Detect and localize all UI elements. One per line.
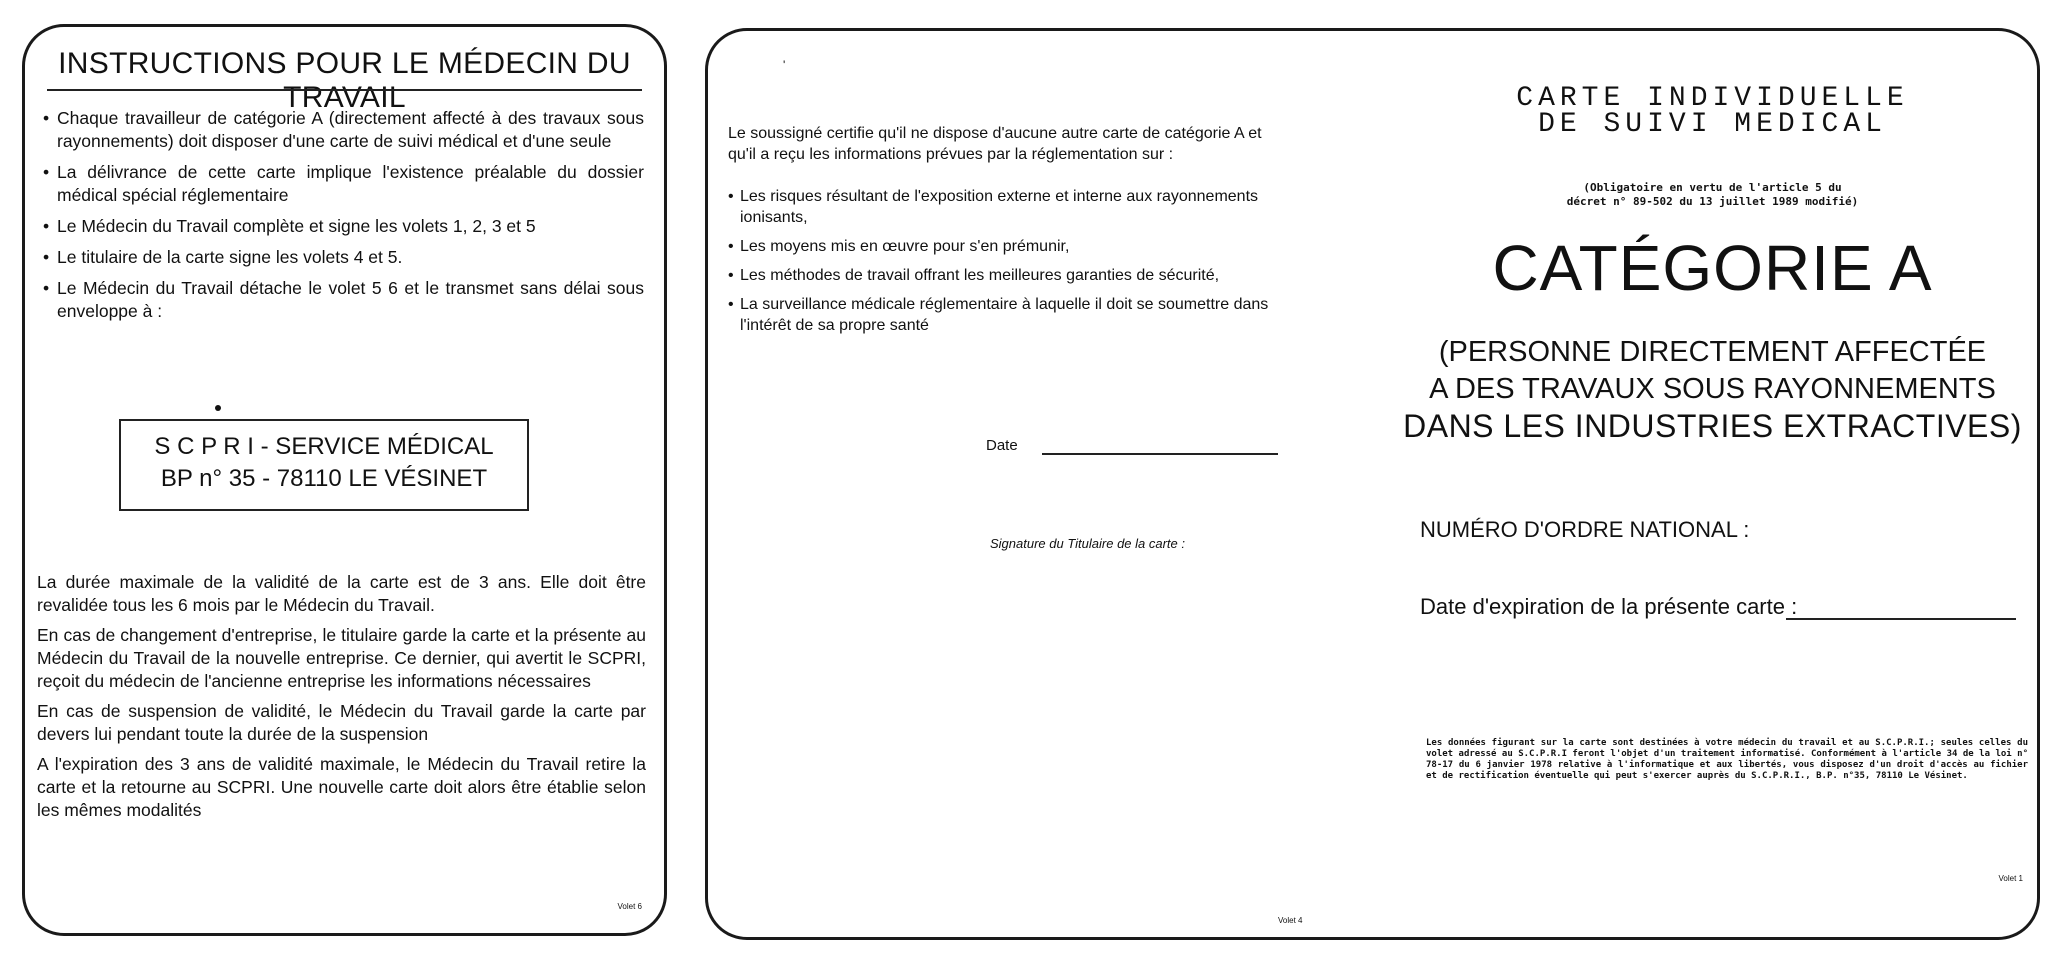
instruction-item: • Le Médecin du Travail détache le volet 5 6 et le transmet sans délai sous enveloppe à : xyxy=(43,277,644,323)
instructions-list xyxy=(43,107,644,331)
address-box xyxy=(119,419,529,511)
instruction-item: • Le titulaire de la carte signe les volets 4 et 5. xyxy=(43,246,644,269)
decree-line-2: décret n° 89-502 du 13 juillet 1989 modifié) xyxy=(1566,195,1859,208)
instruction-item: • La délivrance de cette carte implique l'existence préalable du dossier médical spécial réglementaire xyxy=(43,161,644,207)
signature-label: Signature du Titulaire de la carte : xyxy=(990,536,1185,551)
title-underline xyxy=(47,89,642,91)
card-title-line-2: DE SUIVI MEDICAL xyxy=(1538,109,1887,140)
tick-mark: ' xyxy=(783,58,786,72)
category-description-line-2: A DES TRAVAUX SOUS RAYONNEMENTS xyxy=(1429,373,1996,405)
paragraph: En cas de changement d'entreprise, le titulaire garde la carte et la présente au Médecin du Travail de la nouvelle entreprise. Ce dernier, qui avertit le SCPRI, reçoit du médecin de l'ancienne entreprise les informations nécessaires xyxy=(37,625,646,691)
card-title-line-1: CARTE INDIVIDUELLE xyxy=(1516,83,1909,114)
paragraph: En cas de suspension de validité, le Médecin du Travail garde la carte par devers lui pendant toute la durée de la suspension xyxy=(37,701,646,744)
category-description xyxy=(1398,334,2027,445)
certification-item: • Les moyens mis en œuvre pour s'en prémunir, xyxy=(728,236,1276,257)
card-panel xyxy=(705,28,2040,940)
dot-mark xyxy=(215,405,221,411)
instructions-panel xyxy=(22,24,667,936)
certification-item: • Les risques résultant de l'exposition externe et interne aux rayonnements ionisants, xyxy=(728,186,1276,228)
expiration-label: Date d'expiration de la présente carte : xyxy=(1420,594,1798,619)
paragraph: La durée maximale de la validité de la carte est de 3 ans. Elle doit être revalidée tous les 6 mois par le Médecin du Travail. xyxy=(37,572,646,615)
instructions-title: INSTRUCTIONS POUR LE MÉDECIN DU TRAVAIL xyxy=(58,47,631,114)
category-description-line-3: DANS LES INDUSTRIES EXTRACTIVES) xyxy=(1403,408,2022,444)
expiration-field[interactable] xyxy=(1786,618,2016,620)
category-description-line-1: (PERSONNE DIRECTEMENT AFFECTÉE xyxy=(1438,336,1987,368)
paragraph: A l'expiration des 3 ans de validité maximale, le Médecin du Travail retire la carte et la retourne au SCPRI. Une nouvelle carte doit alors être établie selon les mêmes modalités xyxy=(37,754,646,820)
volet-label: Volet 4 xyxy=(1278,916,1303,925)
certification-item: • La surveillance médicale réglementaire à laquelle il doit se soumettre dans l'intérêt de sa propre santé xyxy=(728,294,1276,336)
certification-item: • Les méthodes de travail offrant les meilleures garanties de sécurité, xyxy=(728,265,1276,286)
address-line-1: S C P R I - SERVICE MÉDICAL xyxy=(154,433,494,460)
category-heading: CATÉGORIE A xyxy=(1492,232,1933,304)
volet-label: Volet 6 xyxy=(617,902,642,911)
validity-paragraphs xyxy=(37,571,646,829)
certification-intro: Le soussigné certifie qu'il ne dispose d'aucune autre carte de catégorie A et qu'il a reçu les informations prévues par la réglementation sur : xyxy=(728,125,1262,163)
instruction-item: • Chaque travailleur de catégorie A (directement affecté à des travaux sous rayonnements) doit disposer d'une carte de suivi médical et d'une seule xyxy=(43,107,644,153)
certification-list xyxy=(728,186,1276,344)
decree-line-1: (Obligatoire en vertu de l'article 5 du xyxy=(1583,181,1842,194)
date-field[interactable] xyxy=(1042,453,1278,455)
national-number-label: NUMÉRO D'ORDRE NATIONAL : xyxy=(1420,517,1750,542)
instruction-item: • Le Médecin du Travail complète et signe les volets 1, 2, 3 et 5 xyxy=(43,215,644,238)
privacy-notice: Les données figurant sur la carte sont destinées à votre médecin du travail et au S.C.P.R.I.; seules celles du volet adressé au S.C.P.R.I feront l'objet d'un traitement informatisé. Conformément à l'article 34 de la loi n° 78-17 du 6 janvier 1978 relative à l'informatique et aux libertés, vous disposez d'un droit d'accès au fichier et de rectification éventuelle qui peut s'exercer auprès du S.C.P.R.I., B.P. n°35, 78110 Le Vésinet. xyxy=(1426,738,2028,781)
volet-label: Volet 1 xyxy=(1998,874,2023,883)
decree-note xyxy=(1408,181,2017,209)
date-label: Date xyxy=(986,437,1018,454)
address-line-2: BP n° 35 - 78110 LE VÉSINET xyxy=(160,465,488,492)
